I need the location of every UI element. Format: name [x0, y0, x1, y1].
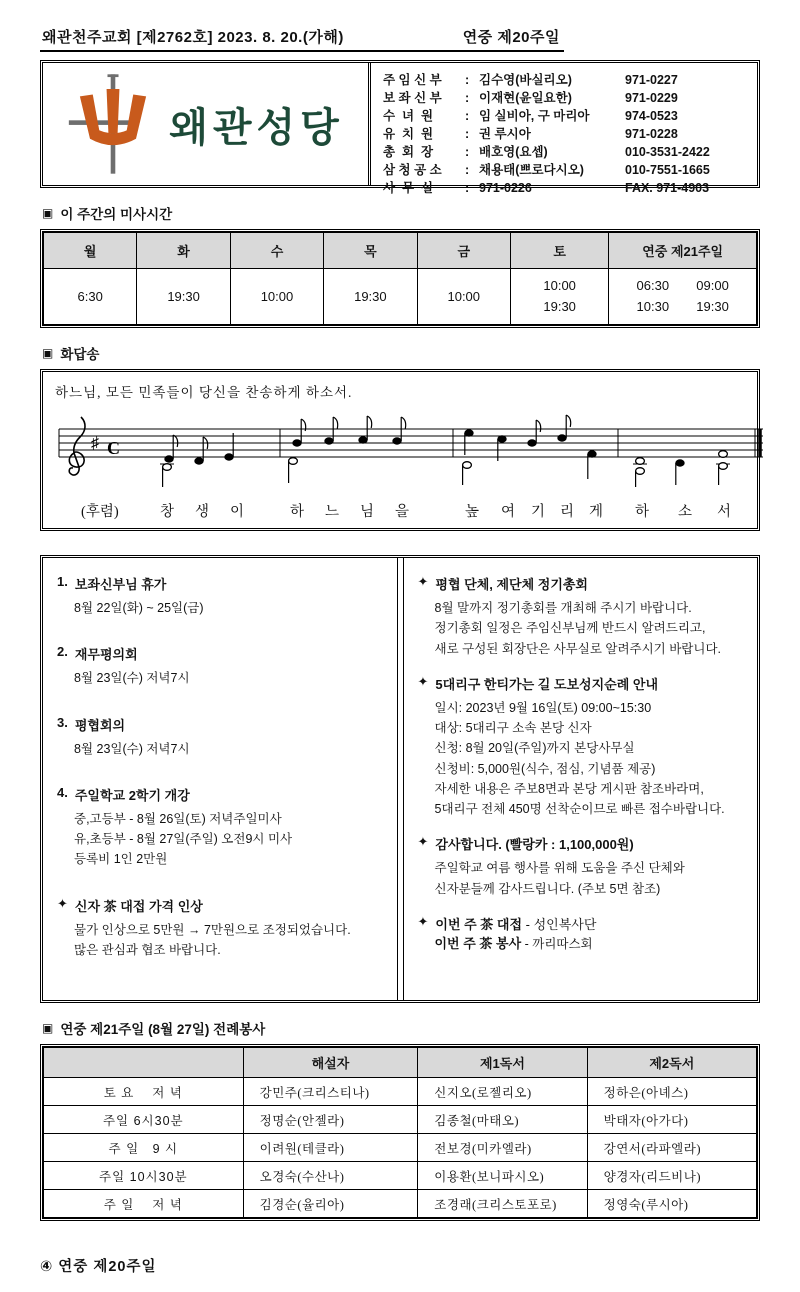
music-staff: [55, 407, 767, 493]
announcement-item: 4. 주일학교 2학기 개강 중,고등부 - 8월 26일(토) 저녁주일미사 유,초등부 - 8월 27일(주일) 오전9시 미사 등록비 1인 2만원: [57, 784, 293, 867]
phone-number: 971-0229: [625, 91, 678, 105]
time-thu: 19:30: [324, 269, 417, 325]
section-title-psalm: ▣ 화답송: [42, 346, 100, 362]
phone-number: 974-0523: [625, 109, 678, 123]
liturgy-table-box: [40, 1044, 760, 1221]
star-bullet-icon: ✦: [417, 574, 429, 589]
table-row: 주 일 9 시 이려원(테클라) 전보경(미카엘라) 강연서(라파엘라): [44, 1134, 757, 1162]
col-fri: 금: [417, 233, 510, 269]
announcement-item: ✦ 5대리구 한티가는 길 도보성지순례 안내 일시: 2023년 9월 16일(토) 09:00~15:30 대상: 5대리구 소속 본당 신자 신청: 8월 20일(주일)까지 본당사무실 신청비: 5,000원(식수, 점심, 기념품 제공) 자세한 내용은 주보8면과 본당 게시판 참조바라며, 5대리구 전체 450명 선착순이므로 빠른 접수바랍니다.: [417, 673, 725, 816]
masthead-box: [40, 60, 760, 195]
time-mon: 6:30: [44, 269, 137, 325]
contact-row: 주 임 신 부 : 김수영(바실리오) 971-0227: [383, 70, 747, 88]
table-row: 토 요 저 녁 강민주(크리스티나) 신지오(로젤리오) 정하은(아녜스): [44, 1078, 757, 1106]
time-fri: 10:00: [417, 269, 510, 325]
table-row: 주 일 저 녁 김경순(율리아) 조경래(크리스토포로) 정영숙(루시아): [44, 1190, 757, 1218]
church-issue-date: 왜관천주교회 [제2762호] 2023. 8. 20.(가해): [42, 29, 344, 46]
staff-lines: [59, 429, 763, 457]
contact-row: 수 녀 원 : 임 실비아, 구 마리아 974-0523: [383, 106, 747, 124]
section-title-mass-times: ▣ 이 주간의 미사시간: [42, 206, 173, 222]
treble-clef-icon: [69, 417, 85, 475]
col-sat: 토: [510, 233, 608, 269]
logo-w-shape: [80, 89, 146, 145]
sunday-title: 연중 제20주일: [462, 29, 560, 46]
col-tue: 화: [137, 233, 230, 269]
contact-row: 삼 청 공 소 : 채용태(쁘로다시오) 010-7551-1665: [383, 160, 747, 178]
phone-number: 010-7551-1665: [625, 163, 710, 177]
time-sat: 10:00 19:30: [510, 269, 608, 325]
music-notation: [55, 407, 745, 524]
col-mon: 월: [44, 233, 137, 269]
announcements-box: [40, 555, 760, 1003]
announcement-item: ✦ 이번 주 茶 대접 - 성인복사단 이번 주 茶 봉사 - 까리따스회: [417, 913, 597, 951]
table-row: 주일 10시30분 오경숙(수산나) 이용환(보니파시오) 양경자(리드비나): [44, 1162, 757, 1190]
liturgy-table: [43, 1047, 757, 1218]
col-first-reading: 제1독서: [418, 1048, 587, 1078]
page-footer: ④ 연중 제20주일: [40, 1259, 157, 1275]
star-bullet-icon: ✦: [57, 895, 68, 911]
announcement-item: ✦ 신자 茶 대접 가격 인상 물가 인상으로 5만원 → 7만원으로 조정되었습니다. 많은 관심과 협조 바랍니다.: [57, 895, 351, 957]
announcement-item: 3. 평협회의 8월 23일(수) 저녁7시: [57, 714, 190, 756]
contact-info: [371, 63, 757, 195]
key-signature-sharp: ♯: [91, 435, 99, 452]
phone-number: FAX. 971-4903: [625, 181, 710, 195]
church-logo: [43, 63, 371, 185]
document-header: [40, 26, 564, 52]
square-bullet-icon: ▣: [42, 206, 54, 220]
music-notes: [160, 415, 730, 487]
announcement-item: 1. 보좌신부님 휴가 8월 22일(화) ~ 25일(금): [57, 574, 204, 615]
col-thu: 목: [324, 233, 417, 269]
psalm-lyrics: (후렴) 창 생 이 하 느 님 을 높 여 기 리 게 하 소 서: [81, 504, 732, 520]
contact-row: 사 무 실 : 971-0226 FAX. 971-4903: [383, 178, 747, 196]
church-cross-logo-icon: [67, 72, 159, 176]
mass-times-table-box: [40, 229, 760, 328]
time-wed: 10:00: [230, 269, 323, 325]
col-sunday: 연중 제21주일: [609, 233, 757, 269]
col-wed: 수: [230, 233, 323, 269]
col-mass: [44, 1048, 244, 1078]
time-tue: 19:30: [137, 269, 230, 325]
star-bullet-icon: ✦: [417, 673, 429, 689]
cross-horizontal: [69, 120, 130, 125]
contact-row: 총 회 장 : 배호영(요셉) 010-3531-2422: [383, 142, 747, 160]
star-bullet-icon: ✦: [417, 913, 429, 929]
announcements-left-column: [43, 558, 398, 1000]
time-sunday: 06:30 09:00 10:30 19:30: [609, 269, 757, 325]
announcement-item: 2. 재무평의회 8월 23일(수) 저녁7시: [57, 644, 190, 686]
mass-times-table: [43, 232, 757, 325]
church-name: 왜관성당: [169, 104, 344, 150]
table-row: 주일 6시30분 정명순(안젤라) 김종철(마태오) 박태자(아가다): [44, 1106, 757, 1134]
psalm-refrain-text: 하느님, 모든 민족들이 당신을 찬송하게 하소서.: [55, 385, 353, 400]
time-signature: C: [107, 438, 120, 458]
contact-row: 유 치 원 : 권 루시아 971-0228: [383, 124, 747, 142]
square-bullet-icon: ▣: [42, 1021, 54, 1035]
section-title-liturgy: ▣ 연중 제21주일 (8월 27일) 전례봉사: [42, 1021, 266, 1037]
square-bullet-icon: ▣: [42, 346, 54, 360]
phone-number: 971-0227: [625, 73, 678, 87]
phone-number: 971-0228: [625, 127, 678, 141]
phone-number: 010-3531-2422: [625, 145, 710, 159]
announcement-item: ✦ 평협 단체, 제단체 정기총회 8월 말까지 정기총회를 개최해 주시기 바랍니다. 정기총회 일정은 주임신부님께 반드시 알려드리고, 새로 구성된 회장단은 사무실로 알려주시기 바랍니다.: [417, 574, 721, 656]
announcements-right-column: [403, 558, 758, 1000]
psalm-box: [40, 369, 760, 531]
contact-row: 보 좌 신 부 : 이재현(윤일요한) 971-0229: [383, 88, 747, 106]
col-commentator: 해설자: [243, 1048, 418, 1078]
bulletin-page: [40, 26, 760, 1276]
announcement-item: ✦ 감사합니다. (빨랑카 : 1,100,000원) 주일학교 여름 행사를 위해 도움을 주신 단체와 신자분들께 감사드립니다. (주보 5면 참조): [417, 834, 685, 896]
star-bullet-icon: ✦: [417, 834, 429, 850]
col-second-reading: 제2독서: [587, 1048, 756, 1078]
